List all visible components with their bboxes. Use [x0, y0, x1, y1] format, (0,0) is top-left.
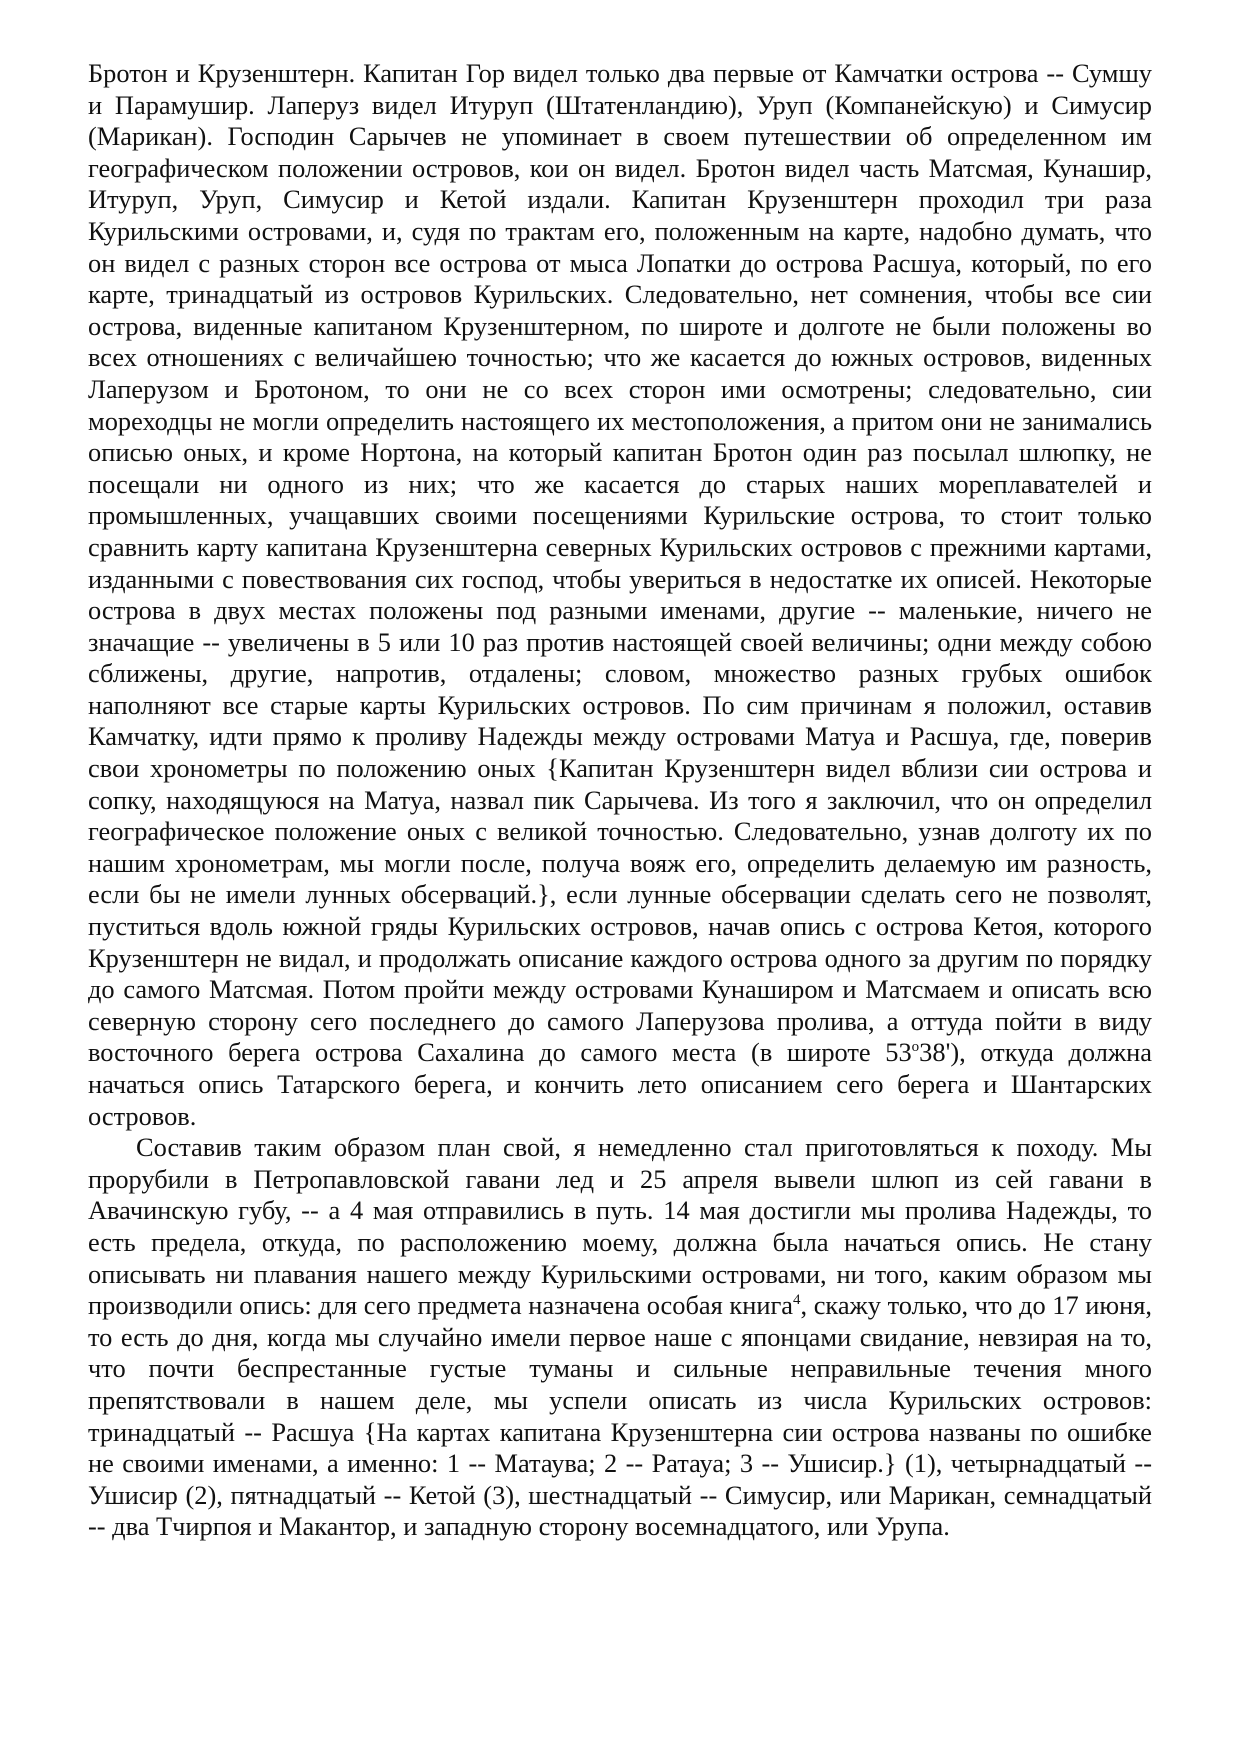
paragraph-1 — [88, 58, 1152, 1132]
degree-superscript: о — [911, 1039, 920, 1056]
footnote-reference: 4 — [792, 1292, 801, 1309]
paragraph-2 — [88, 1132, 1152, 1543]
paragraph-1-text-a: Бротон и Крузенштерн. Капитан Гор видел только два первые от Камчатки острова -- Сумшу и Парамушир. Лаперуз видел Итуруп (Штатенландию), Уруп (Компанейскую) и Симусир (Марикан). Господин Сарычев не упоминает в своем путешествии об определенном им географическом положении островов, кои он видел. Бротон видел часть Матсмая, Кунашир, Итуруп, Уруп, Симусир и Кетой издали. Капитан Крузенштерн проходил три раза Курильскими островами, и, судя по трактам его, положенным на карте, надобно думать, что он видел с разных сторон все острова от мыса Лопатки до острова Расшуа, который, по его карте, тринадцатый из островов Курильских. Следовательно, нет сомнения, чтобы все сии острова, виденные капитаном Крузенштерном, по широте и долготе не были положены во всех отношениях с величайшею точностью; что же касается до южных островов, виденных Лаперузом и Бротоном, то они не со всех сторон ими осмотрены; следовательно, сии мореходцы не могли определить настоящего их местоположения, а притом они не занимались описью оных, и кроме Нортона, на который капитан Бротон один раз посылал шлюпку, не посещали ни одного из них; что же касается до старых наших мореплавателей и промышленных, учащавших своими посещениями Курильские острова, то стоит только сравнить карту капитана Крузенштерна северных Курильских островов с прежними картами, изданными с повествования сих господ, чтобы увериться в недостатке их описей. Некоторые острова в двух местах положены под разными именами, другие -- маленькие, ничего не значащие -- увеличены в 5 или 10 раз против настоящей своей величины; одни между собою сближены, другие, напротив, отдалены; словом, множество разных грубых ошибок наполняют все старые карты Курильских островов. По сим причинам я положил, оставив Камчатку, идти прямо к проливу Надежды между островами Матуа и Расшуа, где, поверив свои хронометры по положению оных {Капитан Крузенштерн видел вблизи сии острова и сопку, находящуюся на Матуа, назвал пик Сарычева. Из того я заключил, что он определил географическое положение оных с великой точностью. Следовательно, узнав долготу их по нашим хронометрам, мы могли после, получа вояж его, определить делаемую им разность, если бы не имели лунных обсерваций.}, если лунные обсервации сделать сего не позволят, пуститься вдоль южной гряды Курильских островов, начав опись с острова Кетоя, которого Крузенштерн не видал, и продолжать описание каждого острова одного за другим по порядку до самого Матсмая. Потом пройти между островами Кунаширом и Матсмаем и описать всю северную сторону сего последнего до самого Лаперузова пролива, а оттуда пойти в виду восточного берега острова Сахалина до самого места (в широте 53 — [88, 58, 1152, 1068]
paragraph-2-text-b: , скажу только, что до 17 июня, то есть до дня, когда мы случайно имели первое наше с японцами свидание, невзирая на то, что почти беспрестанные густые туманы и сильные неправильные течения много препятствовали в нашем деле, мы успели описать из числа Курильских островов: тринадцатый -- Расшуа {На картах капитана Крузенштерна сии острова названы по ошибке не своими именами, а именно: 1 -- Матаува; 2 -- Ратауа; 3 -- Ушисир.} (1), четырнадцатый -- Ушисир (2), пятнадцатый -- Кетой (3), шестнадцатый -- Симусир, или Марикан, семнадцатый -- два Тчирпоя и Макантор, и западную сторону восемнадцатого, или Урупа. — [88, 1290, 1152, 1542]
document-page — [88, 58, 1152, 1543]
paragraph-2-text-a: Составив таким образом план свой, я немедленно стал приготовляться к походу. Мы прорубили в Петропавловской гавани лед и 25 апреля вывели шлюп из сей гавани в Авачинскую губу, -- а 4 мая отправились в путь. 14 мая достигли мы пролива Надежды, то есть предела, откуда, по расположению моему, должна была начаться опись. Не стану описывать ни плавания нашего между Курильскими островами, ни того, каким образом мы производили опись: для сего предмета назначена особая книга — [88, 1132, 1152, 1321]
paragraph-1-text-b: 38'), откуда должна начаться опись Татарского берега, и кончить лето описанием сего берега и Шантарских островов. — [88, 1037, 1152, 1131]
